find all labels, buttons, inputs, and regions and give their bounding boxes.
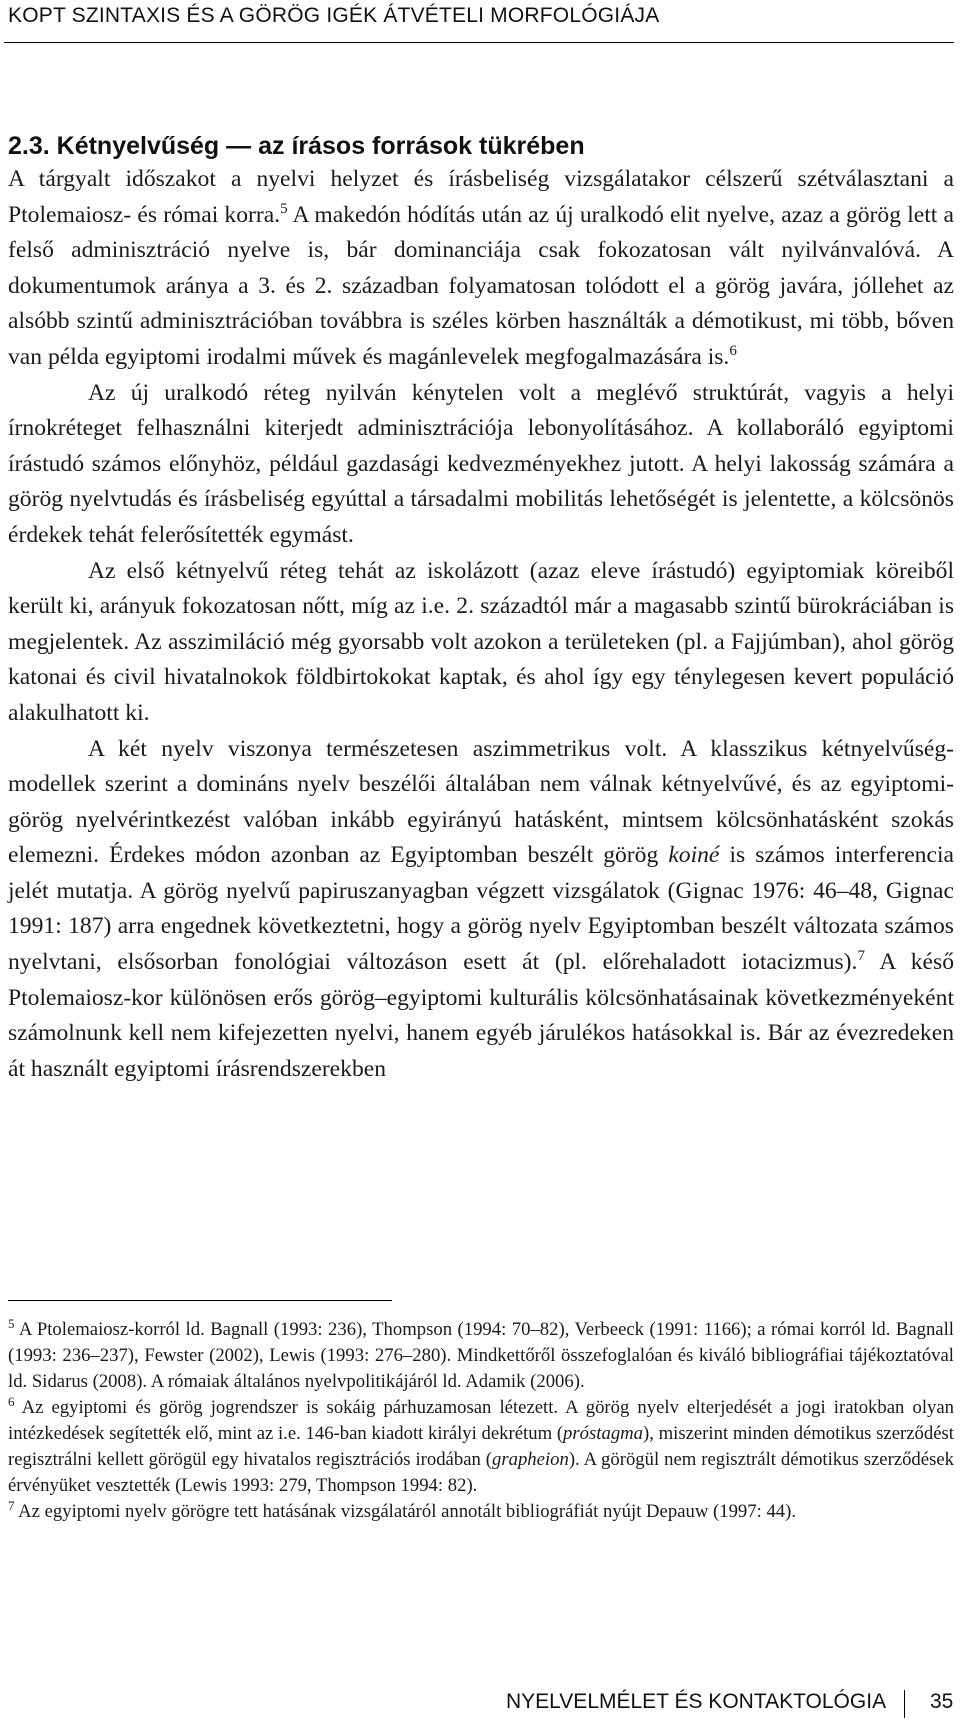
- journal-title: NYELVELMÉLET ÉS KONTAKTOLÓGIA: [506, 1690, 887, 1713]
- main-text: [8, 162, 954, 1087]
- paragraph-1-text-b: A makedón hódítás után az új uralkodó elit nyelve, azaz a görög lett a felső adminisztráció nyelve is, bár dominanciája csak fokozatosan vált nyilvánvalóvá. A dokumentumok aránya a 3. és 2. században folyamatosan tolódott el a görög javára, jóllehet az alsóbb szintű adminisztrációban továbbra is széles körben használták a démotikust, mi több, bőven van példa egyiptomi irodalmi művek és magánlevelek megfogalmazására is.: [8, 201, 954, 370]
- footnote-6: [8, 1395, 954, 1499]
- footnote-7-number: 7: [8, 1498, 15, 1513]
- footnote-6-number: 6: [8, 1394, 15, 1409]
- footnote-ref-6[interactable]: 6: [729, 342, 737, 359]
- footnote-ref-5[interactable]: 5: [280, 200, 288, 217]
- paragraph-4-text-c: A késő Ptolemaiosz-kor különösen erős görög–egyiptomi kulturális kölcsönhatásainak következményeként számolnunk kell nem kifejezetten nyelvi, hanem egyéb járulékos hatásokkal is. Bár az évezredeken át használt egyiptomi írásrendszerekben: [8, 949, 955, 1082]
- footnote-6-text-a: Az egyiptomi és görög jogrendszer is sokáig párhuzamosan létezett. A görög nyelv elterjedését a jogi iratokban olyan intézkedések segítették elő, mint az i.e. 146-ban kiadott királyi dekrétum (: [8, 1397, 954, 1444]
- page-footer: [0, 1690, 960, 1720]
- page-number: 35: [930, 1690, 954, 1713]
- paragraph-4-text-a: A két nyelv viszonya természetesen aszimmetrikus volt. A klasszikus kétnyelvűség-modellek szerint a domináns nyelv beszélői általában nem válnak kétnyelvűvé, és az egyiptomi-görög nyelvérintkezést valóban inkább egyirányú hatásként, mintsem kölcsönhatásként szokás elemezni. Érdekes módon azonban az Egyiptomban beszélt görög: [8, 735, 954, 869]
- footnote-7: [8, 1499, 954, 1525]
- paragraph-2: Az új uralkodó réteg nyilván kénytelen volt a meglévő struktúrát, vagyis a helyi írnokréteget felhasználni kiterjedt adminisztrációja lebonyolításához. A kollaboráló egyiptomi írástudó számos előnyhöz, például gazdasági kedvezményekhez jutott. A helyi lakosság számára a görög nyelvtudás és írásbeliség egyúttal a társadalmi mobilitás lehetőségét is jelentette, a kölcsönös érdekek tehát felerősítették egymást.: [8, 379, 954, 548]
- footnote-5: [8, 1317, 954, 1395]
- paragraph-4: [8, 732, 954, 1088]
- footnotes: [8, 1317, 954, 1525]
- section-heading: 2.3. Kétnyelvűség — az írásos források tükrében: [8, 132, 585, 160]
- term-prostagma: próstagma: [563, 1423, 643, 1444]
- paragraph-4-text-b: is számos interferencia jelét mutatja. A görög nyelvű papiruszanyagban végzett vizsgálatok (Gignac 1976: 46–48, Gignac 1991: 187) arra engednek következtetni, hogy a görög nyelv Egyiptomban beszélt változata számos nyelvtani, elsősorban fonológiai változáson esett át (pl. előrehaladott iotacizmus).: [8, 842, 954, 976]
- paragraph-1: [8, 162, 954, 376]
- term-grapheion: grapheion: [492, 1449, 569, 1470]
- footnote-7-text: Az egyiptomi nyelv görögre tett hatásának vizsgálatáról annotált bibliográfiát nyújt Depauw (1997: 44).: [14, 1501, 797, 1522]
- footnote-6-text-b: ), miszerint minden démotikus szerződést regisztrálni kellett görögül egy hivatalos regisztrációs irodában (: [8, 1423, 954, 1470]
- term-koine: koiné: [668, 842, 720, 869]
- footnote-6-text-c: ). A görögül nem regisztrált démotikus szerződések érvényüket vesztették (Lewis 1993: 279, Thompson 1994: 82).: [8, 1449, 954, 1496]
- running-head: KOPT SZINTAXIS ÉS A GÖRÖG IGÉK ÁTVÉTELI MORFOLÓGIÁJA: [8, 4, 660, 27]
- paragraph-1-text-a: A tárgyalt időszakot a nyelvi helyzet és írásbeliség vizsgálatakor célszerű szétválasztani a Ptolemaiosz- és római korra.: [8, 166, 954, 228]
- footnote-ref-7[interactable]: 7: [857, 948, 865, 965]
- header-rule: [4, 42, 954, 43]
- paragraph-3: Az első kétnyelvű réteg tehát az iskolázott (azaz eleve írástudó) egyiptomiak köreiből került ki, arányuk fokozatosan nőtt, míg az i.e. 2. századtól már a magasabb szintű bürokráciában is megjelentek. Az asszimiláció még gyorsabb volt azokon a területeken (pl. a Fajjúmban), ahol görög katonai és civil hivatalnokok földbirtokokat kaptak, és ahol így egy ténylegesen kevert populáció alakulhatott ki.: [8, 557, 954, 726]
- footnote-rule: [8, 1300, 392, 1301]
- footnote-5-number: 5: [8, 1316, 15, 1331]
- footer-separator: [904, 1690, 905, 1718]
- footnote-5-text: A Ptolemaiosz-korról ld. Bagnall (1993: 236), Thompson (1994: 70–82), Verbeeck (1991: 1166); a római korról ld. Bagnall (1993: 236–237), Fewster (2002), Lewis (1993: 276–280). Mindkettőről összefoglalóan és kiváló bibliográfiai tájékoztatóval ld. Sidarus (2008). A rómaiak általános nyelvpolitikájáról ld. Adamik (2006).: [8, 1319, 954, 1392]
